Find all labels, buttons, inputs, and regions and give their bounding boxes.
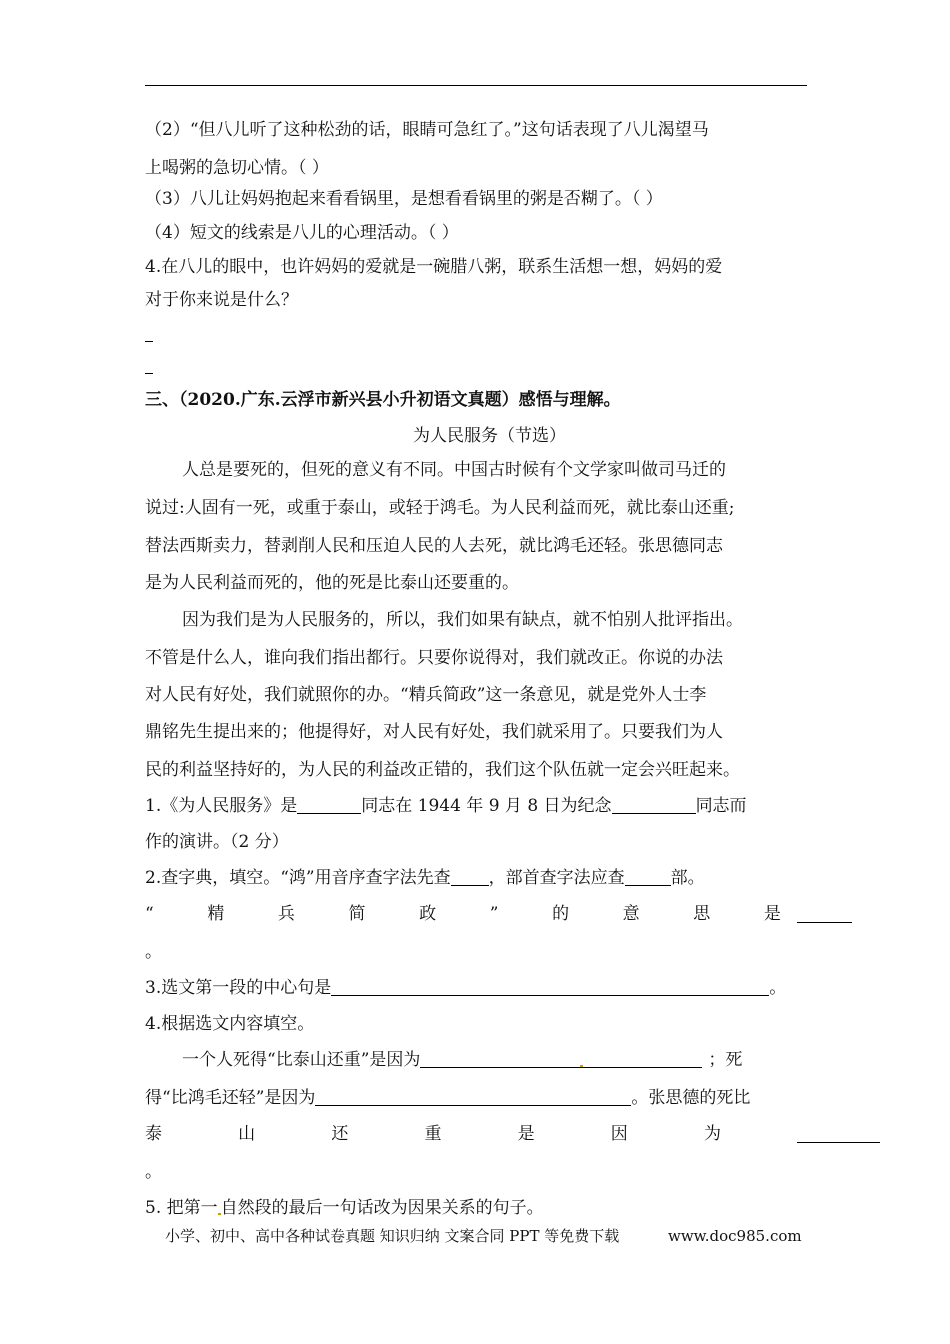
q2-meaning-line [145, 903, 781, 925]
q3-period: 。 [769, 978, 787, 998]
highlight-mark [580, 1065, 583, 1067]
q4-line2 [145, 1087, 750, 1109]
footer-text: 小学、初中、高中各种试卷真题 知识归纳 文案合同 PPT 等免费下载 [165, 1227, 620, 1245]
q1-line2: 作的演讲。（2 分） [145, 832, 289, 852]
p2-line4: 鼎铭先生提出来的；他提得好，对人民有好处，我们就采用了。只要我们为人 [145, 722, 723, 742]
q3-line [145, 977, 786, 999]
q4-char: 重 [424, 1124, 442, 1144]
q3-line: （3）八儿让妈妈抱起来看看锅里，是想看看锅里的粥是否糊了。（ ） [145, 189, 663, 209]
q4b-line2: 对于你来说是什么？ [145, 290, 298, 310]
q2-char: 简 [348, 904, 366, 924]
q4b-line1: 4.在八儿的眼中，也许妈妈的爱就是一碗腊八粥，联系生活想一想，妈妈的爱 [145, 257, 723, 277]
q2-line2: 上喝粥的急切心情。（ ） [145, 158, 329, 178]
q2-line1: （2）“但八儿听了这种松劲的话，眼睛可急红了。”这句话表现了八儿渴望马 [145, 120, 709, 140]
q3-text: 3.选文第一段的中心句是 [145, 978, 332, 998]
q4-line1 [182, 1049, 742, 1071]
answer-line-2 [145, 373, 153, 374]
q1-text-a: 1.《为人民服务》是 [145, 796, 298, 816]
answer-line-1 [145, 341, 153, 342]
q2-blank-2[interactable] [625, 867, 671, 886]
q4-blank-1[interactable] [420, 1049, 702, 1068]
p2-line2: 不管是什么人，谁向我们指出都行。只要你说得对，我们就改正。你说的办法 [145, 648, 723, 668]
q4-text-b: ；死 [708, 1050, 743, 1070]
q2-text-c: 部。 [670, 868, 705, 888]
q4-char: 山 [238, 1124, 256, 1144]
q2-blank-1[interactable] [451, 867, 489, 886]
q2-char: 精 [207, 904, 225, 924]
p2-line3: 对人民有好处，我们就照你的办。“精兵简政”这一条意见，就是党外人士李 [145, 685, 707, 705]
q1-text-b: 同志在 1944 年 9 月 8 日为纪念 [361, 796, 612, 816]
q2-line [145, 867, 705, 889]
q4-char: 泰 [145, 1124, 162, 1144]
q4-char: 是 [517, 1124, 535, 1144]
q1-blank-2[interactable] [612, 795, 696, 814]
q2-text-a: 2.查字典，填空。“鸿”用音序查字法先查 [145, 868, 451, 888]
q2-text-b: ，部首查字法应查 [488, 868, 625, 888]
q5-text-a: 5. 把第一 [145, 1198, 218, 1218]
footer-url[interactable]: www.doc985.com [668, 1227, 802, 1245]
p2-line1: 因为我们是为人民服务的，所以，我们如果有缺点，就不怕别人批评指出。 [182, 610, 743, 630]
q1-text-c: 同志而 [695, 796, 747, 816]
q4-text-c: 得“比鸿毛还轻”是因为 [145, 1088, 316, 1108]
q4-period: 。 [145, 1162, 162, 1182]
q4-text-d: 。张思德的死比 [631, 1088, 751, 1108]
q4-char: 还 [331, 1124, 349, 1144]
q3-blank[interactable] [331, 977, 769, 996]
top-rule [145, 85, 807, 86]
q4-line3 [145, 1123, 721, 1145]
q4-text-a: 一个人死得“比泰山还重”是因为 [182, 1050, 421, 1070]
q2-char: 是 [763, 904, 781, 924]
passage-title: 为人民服务（节选） [413, 426, 566, 446]
q2-char: 政 [419, 904, 437, 924]
q2-blank-3[interactable] [797, 904, 852, 923]
q2-char: “ [145, 904, 154, 924]
q5-line [145, 1197, 544, 1219]
p1-line4: 是为人民利益而死的，他的死是比泰山还要重的。 [145, 573, 519, 593]
p1-line1: 人总是要死的，但死的意义有不同。中国古时候有个文学家叫做司马迁的 [182, 460, 726, 480]
p1-line2: 说过:人固有一死，或重于泰山，或轻于鸿毛。为人民利益而死，就比泰山还重; [145, 498, 735, 518]
q2-char: 的 [552, 904, 570, 924]
q2-char: 兵 [277, 904, 295, 924]
q4-char: 为 [703, 1124, 721, 1144]
q4-blank-3[interactable] [797, 1124, 880, 1143]
q2-char: ” [489, 904, 499, 924]
q2-period: 。 [145, 942, 162, 962]
section3-heading: 三、（2020.广东.云浮市新兴县小升初语文真题）感悟与理解。 [145, 390, 621, 410]
q4-line: （4）短文的线索是八儿的心理活动。（ ） [145, 223, 459, 243]
q2-char: 思 [693, 904, 711, 924]
q1-blank-1[interactable] [297, 795, 361, 814]
p1-line3: 替法西斯卖力，替剥削人民和压迫人民的人去死，就比鸿毛还轻。张思德同志 [145, 536, 723, 556]
q1-line1 [145, 795, 747, 817]
q4-blank-2[interactable] [315, 1087, 631, 1106]
q4-label: 4.根据选文内容填空。 [145, 1014, 315, 1034]
q4-char: 因 [610, 1124, 628, 1144]
q5-text-b: 自然段的最后一句话改为因果关系的句子。 [220, 1198, 544, 1218]
q2-char: 意 [622, 904, 640, 924]
p2-line5: 民的利益坚持好的，为人民的利益改正错的，我们这个队伍就一定会兴旺起来。 [145, 760, 740, 780]
